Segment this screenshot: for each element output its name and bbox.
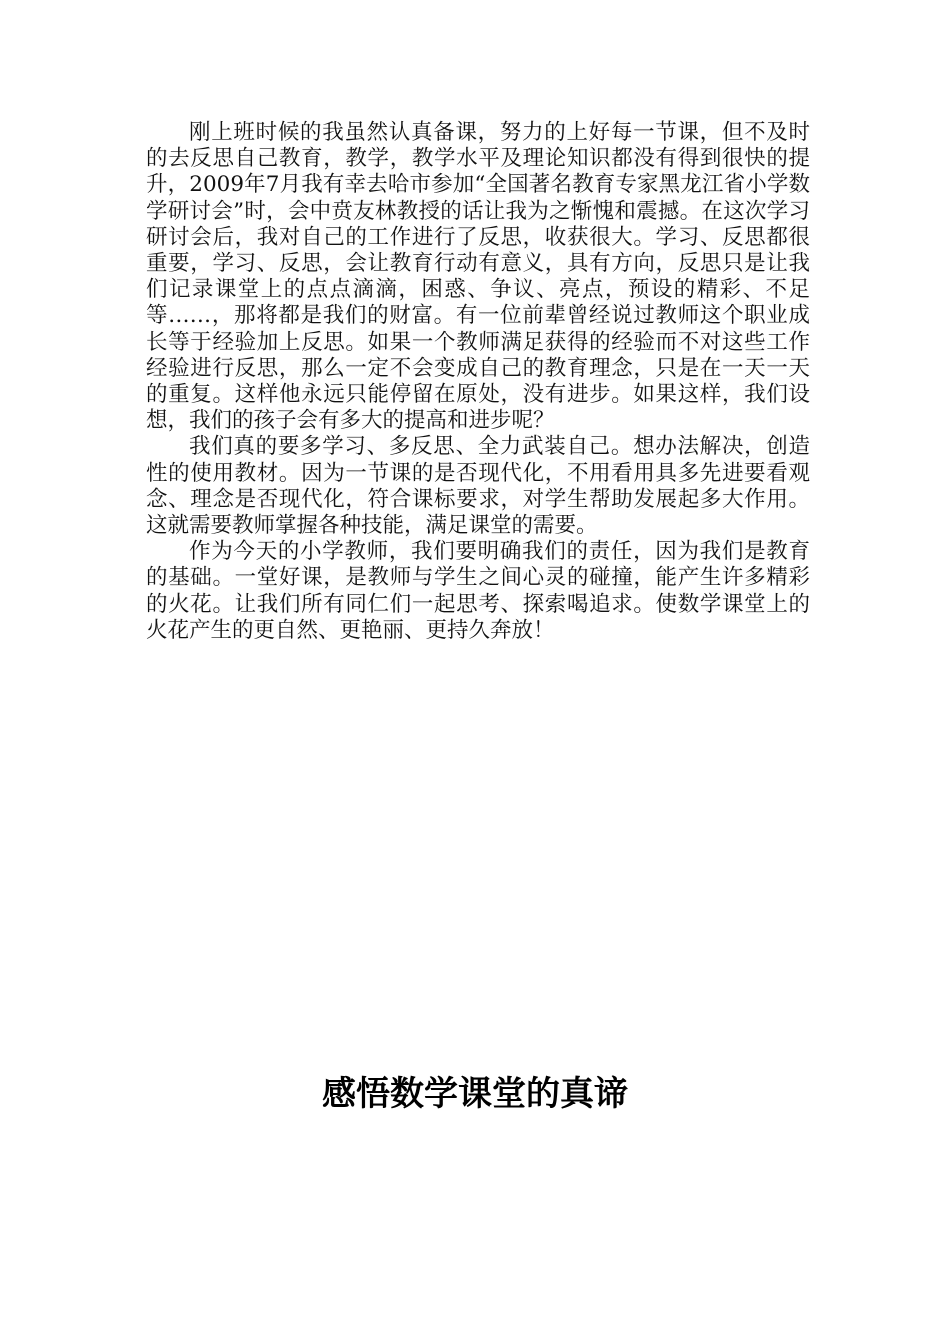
paragraph-1: 刚上班时候的我虽然认真备课，努力的上好每一节课，但不及时的去反思自己教育，教学，教学水平及理论知识都没有得到很快的提升，2009年7月我有幸去哈市参加“全国著名教育专家黑龙江省小学数学研讨会”时，会中贲友林教授的话让我为之惭愧和震撼。在这次学习研讨会后，我对自己的工作进行了反思，收获很大。学习、反思都很重要，学习、反思，会让教育行动有意义，具有方向，反思只是让我们记录课堂上的点点滴滴，困惑、争议、亮点，预设的精彩、不足等……，那将都是我们的财富。有一位前辈曾经说过教师这个职业成长等于经验加上反思。如果一个教师满足获得的经验而不对这些工作经验进行反思，那么一定不会变成自己的教育理念，只是在一天一天的重复。这样他永远只能停留在原处，没有进步。如果这样，我们设想，我们的孩子会有多大的提高和进步呢？ (146, 120, 810, 434)
paragraph-3: 作为今天的小学教师，我们要明确我们的责任，因为我们是教育的基础。一堂好课，是教师与学生之间心灵的碰撞，能产生许多精彩的火花。让我们所有同仁们一起思考、探索喝追求。使数学课堂上的火花产生的更自然、更艳丽、更持久奔放！ (146, 539, 810, 643)
paragraph-2: 我们真的要多学习、多反思、全力武装自己。想办法解决，创造性的使用教材。因为一节课的是否现代化，不用看用具多先进要看观念、理念是否现代化，符合课标要求，对学生帮助发展起多大作用。这就需要教师掌握各种技能，满足课堂的需要。 (146, 434, 810, 539)
document-title: 感悟数学课堂的真谛 (322, 1074, 628, 1114)
body-text (146, 120, 810, 644)
